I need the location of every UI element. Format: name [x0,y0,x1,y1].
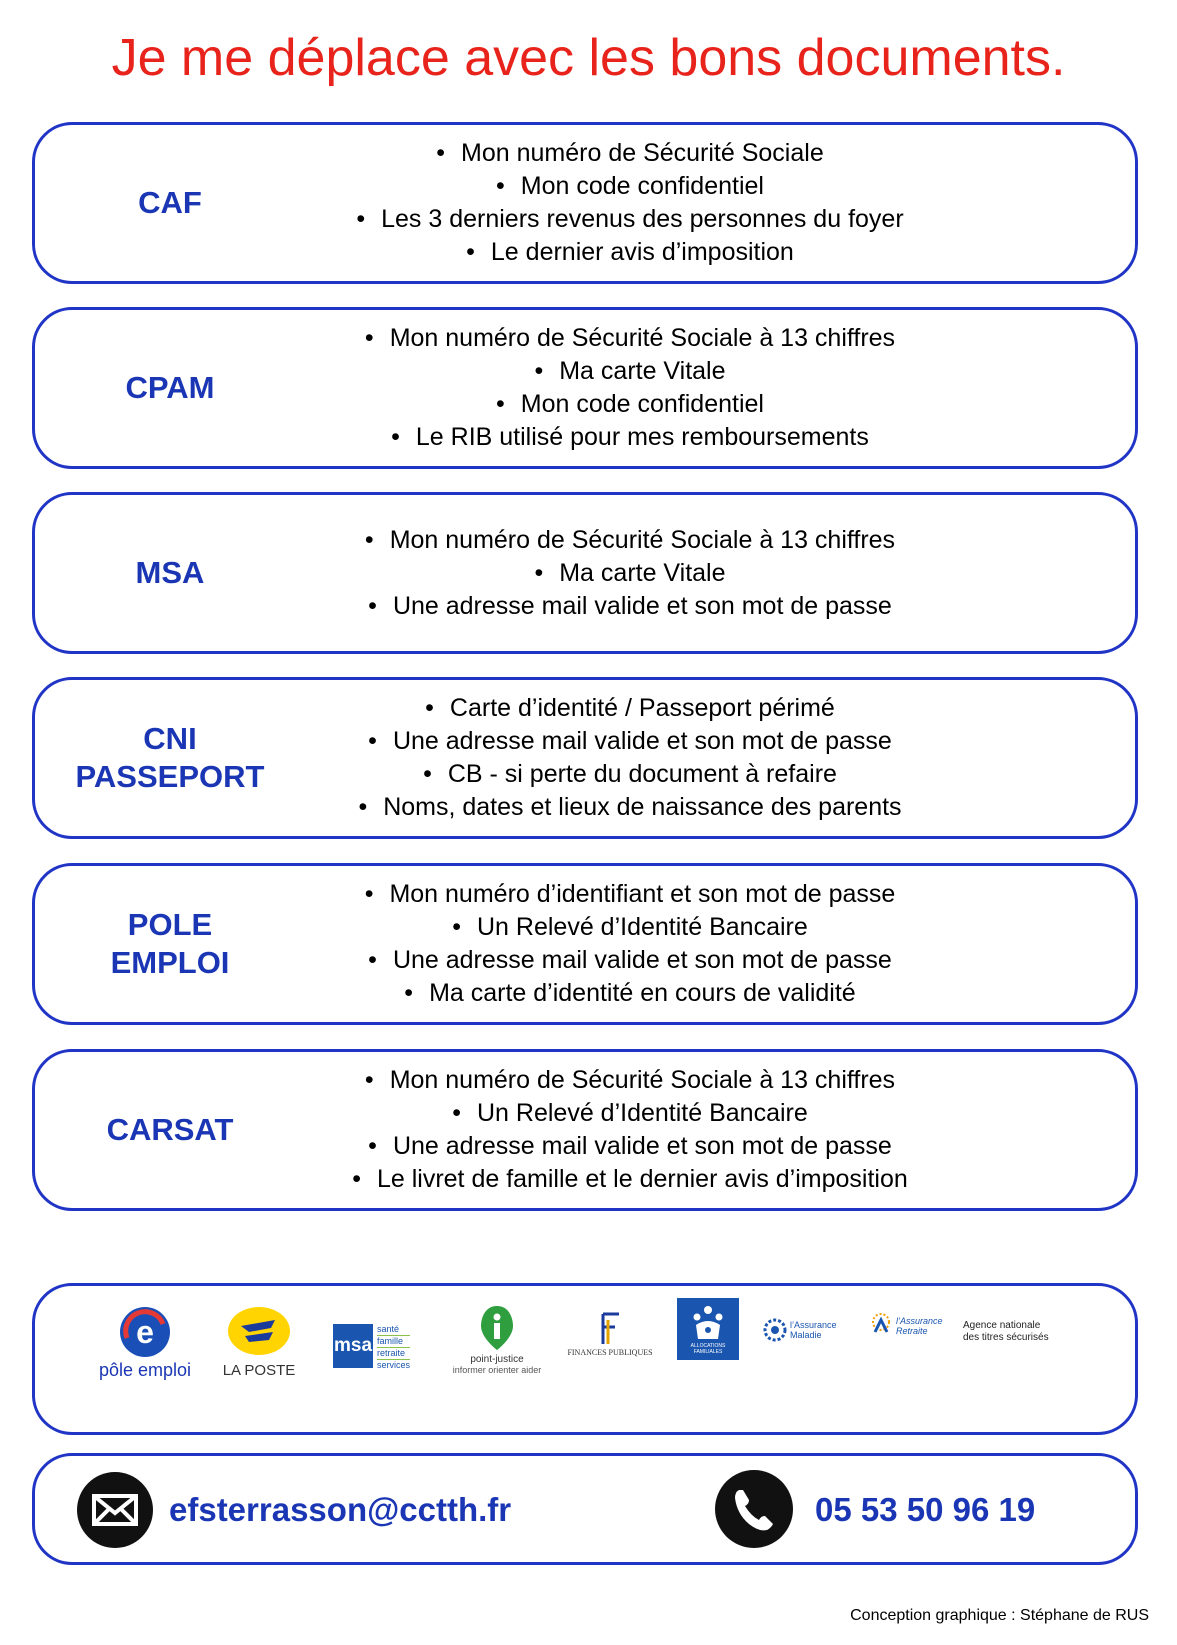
phone-icon [715,1470,793,1548]
required-document-item: • Mon numéro de Sécurité Sociale à 13 chiffres [365,1064,895,1097]
ants-text-line: des titres sécurisés [963,1332,1049,1343]
contact-box [32,1453,1138,1565]
section-label-line: CPAM [125,370,215,405]
msa-line: services [377,1360,411,1370]
required-document-item: • Mon numéro de Sécurité Sociale à 13 chiffres [365,322,895,355]
la-poste-logo [215,1306,303,1379]
assurance-retraite-logo [869,1312,959,1340]
la-poste-icon [227,1306,291,1356]
pole-emploi-icon [119,1306,171,1358]
section-label-line: CNI [143,721,197,756]
envelope-icon [77,1472,153,1548]
required-document-item: • Les 3 derniers revenus des personnes du foyer [356,203,903,236]
required-document-item: • Le dernier avis d’imposition [466,236,794,269]
assurance-maladie-icon [763,1318,787,1342]
msa-line: famille [377,1336,410,1348]
required-document-item: • Une adresse mail valide et son mot de passe [368,590,892,623]
section-label-line: PASSEPORT [75,759,265,794]
required-documents-list [275,495,985,651]
ants-text-line: Agence nationale [963,1320,1041,1331]
document-section-card [32,1049,1138,1211]
section-label [35,1052,305,1208]
finances-publiques-text: FINANCES PUBLIQUES [567,1348,653,1357]
required-document-item: • Une adresse mail valide et son mot de passe [368,1130,892,1163]
required-document-item: • Carte d’identité / Passeport périmé [425,692,835,725]
required-document-item: • Le RIB utilisé pour mes remboursements [391,421,869,454]
required-documents-list [275,310,985,466]
point-justice-icon [479,1304,515,1352]
document-section-card [32,492,1138,654]
contact-email-link[interactable]: efsterrasson@cctth.fr [169,1491,512,1528]
required-document-item: • Mon code confidentiel [496,388,764,421]
required-document-item: • Une adresse mail valide et son mot de passe [368,944,892,977]
assurance-retraite-icon [869,1312,893,1340]
caf-text: ALLOCATIONS FAMILIALES [690,1343,726,1355]
pole-emploi-logo [97,1306,193,1381]
required-document-item: • Noms, dates et lieux de naissance des parents [358,791,901,824]
section-label [35,125,305,281]
required-documents-list [275,1052,985,1208]
finances-publiques-logo [563,1312,657,1357]
required-document-item: • Un Relevé d’Identité Bancaire [452,1097,808,1130]
required-document-item: • Ma carte d’identité en cours de validité [404,977,855,1010]
assurance-maladie-text: l’Assurance Maladie [790,1320,837,1340]
required-document-item: • Mon numéro de Sécurité Sociale [436,137,823,170]
design-credit: Conception graphique : Stéphane de RUS [850,1607,1149,1624]
section-label [35,866,305,1022]
section-label [35,310,305,466]
svg-text:e: e [136,1314,154,1350]
required-documents-list [275,866,985,1022]
assurance-maladie-logo [763,1318,855,1342]
ants-logo [963,1320,1059,1344]
pole-emploi-text: pôle emploi [98,1360,192,1380]
caf-family-icon [688,1303,728,1343]
required-document-item: • Mon numéro d’identifiant et son mot de passe [365,878,896,911]
document-section-card [32,122,1138,284]
msa-letters: msa [333,1324,373,1368]
section-label-line: MSA [135,555,205,590]
document-section-card [32,677,1138,839]
msa-line: santé [377,1324,410,1336]
section-label-line: EMPLOI [110,945,230,980]
contact-phone-link[interactable]: 05 53 50 96 19 [815,1491,1036,1528]
section-label [35,680,305,836]
point-justice-name: point-justice [470,1354,524,1365]
document-section-card [32,307,1138,469]
la-poste-text: LA POSTE [222,1362,296,1379]
required-documents-list [275,680,985,836]
section-label [35,495,305,651]
msa-logo [333,1324,427,1371]
required-document-item: • Mon code confidentiel [496,170,764,203]
required-document-item: • Mon numéro de Sécurité Sociale à 13 chiffres [365,524,895,557]
required-document-item: • Ma carte Vitale [534,557,725,590]
msa-line: retraite [377,1348,410,1360]
required-document-item: • CB - si perte du document à refaire [423,758,837,791]
point-justice-tagline: informer orienter aider [452,1365,542,1375]
caf-logo [677,1298,739,1360]
finances-publiques-icon [597,1312,623,1346]
required-document-item: • Ma carte Vitale [534,355,725,388]
page-title: Je me déplace avec les bons documents. [111,29,1066,87]
section-label-line: CARSAT [106,1112,234,1147]
section-label-line: CAF [138,185,202,220]
required-document-item: • Une adresse mail valide et son mot de passe [368,725,892,758]
required-documents-list [275,125,985,281]
required-document-item: • Le livret de famille et le dernier avis d’imposition [352,1163,908,1196]
point-justice-logo [447,1304,547,1375]
document-section-card [32,863,1138,1025]
required-document-item: • Un Relevé d’Identité Bancaire [452,911,808,944]
assurance-retraite-text: l’Assurance Retraite [896,1316,943,1336]
section-label-line: POLE [127,907,213,942]
partner-logos-box [32,1283,1138,1435]
